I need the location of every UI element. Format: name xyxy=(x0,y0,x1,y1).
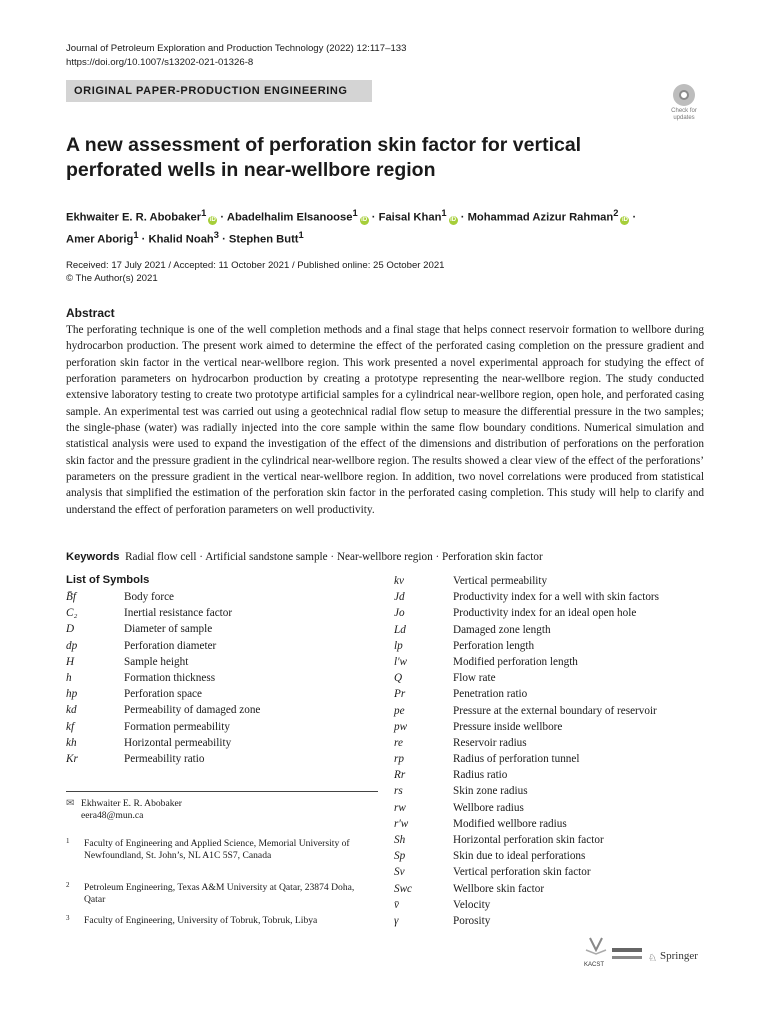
symbol-description: Penetration ratio xyxy=(453,688,528,701)
publisher-logos xyxy=(582,936,704,968)
symbol: Swc xyxy=(394,882,413,895)
symbol: γ xyxy=(394,914,399,927)
symbol-description: Vertical permeability xyxy=(453,575,548,587)
symbol: Kr xyxy=(66,752,78,765)
symbol: Q xyxy=(394,672,403,685)
symbol-description: Diameter of sample xyxy=(124,623,213,636)
symbol: Jd xyxy=(394,591,405,604)
springer-label: Springer xyxy=(660,950,698,962)
author-list: Ekhwaiter E. R. Abobaker$^1$iD · Abadelhalim Elsanoose$^1$iD · Faisal Khan$^1$iD · Mohammad Azizur Rahman$^2$iD · Amer Aborig$^1$ · Khalid Noah$^3$ · Stephen Butt$^1$ xyxy=(66,208,637,246)
symbol-description: Wellbore radius xyxy=(453,801,524,814)
date-history: Received: 17 July 2021 / Accepted: 11 October 2021 / Published online: 25 October 2021 xyxy=(66,260,445,271)
affiliation-text: Faculty of Engineering, University of Tobruk, Tobruk, Libya xyxy=(84,915,318,926)
author-name[interactable]: Amer Aborig xyxy=(66,233,134,246)
symbol: D xyxy=(66,623,75,636)
symbol-description: Permeability of damaged zone xyxy=(124,704,261,717)
author-name[interactable]: Abadelhalim Elsanoose xyxy=(226,211,353,224)
symbol-description: Velocity xyxy=(453,898,491,911)
symbol-description: Perforation length xyxy=(453,639,535,652)
symbol-description: Inertial resistance factor xyxy=(124,607,233,620)
symbol: Sh xyxy=(394,834,406,846)
abstract-heading: Abstract xyxy=(66,306,115,320)
symbol-description: Vertical perforation skin factor xyxy=(453,866,591,879)
symbol: Sp xyxy=(394,850,406,863)
author-name[interactable]: Faisal Khan xyxy=(378,211,442,224)
symbol-description: Damaged zone length xyxy=(453,623,551,636)
symbol-description: Skin due to ideal perforations xyxy=(453,850,586,863)
symbol-description: Productivity index for a well with skin factors xyxy=(453,591,659,604)
symbol-description: Wellbore skin factor xyxy=(453,882,545,895)
orcid-icon[interactable]: iD xyxy=(621,216,628,223)
footnote-divider xyxy=(66,791,378,792)
symbol-description: Radius of perforation tunnel xyxy=(453,753,580,766)
kacst-label: KACST xyxy=(584,962,605,968)
springer-horse-icon: ♘ xyxy=(648,953,657,964)
symbol: pw xyxy=(394,720,408,733)
symbol: B̄f xyxy=(66,591,76,603)
author-affiliation: 1 xyxy=(352,208,358,218)
symbol: rw xyxy=(394,801,406,814)
journal-header xyxy=(66,42,406,70)
symbol-description: Skin zone radius xyxy=(453,785,528,798)
symbol-description: Modified wellbore radius xyxy=(453,817,567,830)
symbol-description: Formation permeability xyxy=(124,720,230,733)
symbol: Rr xyxy=(394,769,406,782)
section-tag: ORIGINAL PAPER-PRODUCTION ENGINEERING xyxy=(66,80,372,102)
symbol: hp xyxy=(66,688,78,701)
affiliation-text: Petroleum Engineering, Texas A&M University at Qatar, 23874 Doha, Qatar xyxy=(84,882,355,905)
symbol-description: Productivity index for an ideal open hole xyxy=(453,607,637,620)
author-affiliation: 3 xyxy=(213,229,219,240)
affiliation-number: 3 xyxy=(66,914,70,922)
symbol: kv xyxy=(394,575,404,587)
symbol: rp xyxy=(394,753,404,766)
corresponding-email[interactable]: eera48@mun.ca xyxy=(81,810,144,821)
author-affiliation: 1 xyxy=(441,208,447,218)
symbol: kd xyxy=(66,704,77,717)
symbol: H xyxy=(66,655,75,668)
symbol-description: Sample height xyxy=(124,655,189,668)
author-affiliation: 1 xyxy=(201,208,207,218)
author-affiliation: 1 xyxy=(133,229,139,240)
author-name[interactable]: Ekhwaiter E. R. Abobaker xyxy=(66,211,202,224)
keywords-text: Radial flow cell · Artificial sandstone sample · Near-wellbore region · Perforation skin factor xyxy=(125,551,543,563)
doi-link[interactable]: https://doi.org/10.1007/s13202-021-01326-8 xyxy=(66,57,254,68)
journal-citation: Journal of Petroleum Exploration and Production Technology (2022) 12:117–133 xyxy=(66,43,407,54)
corresponding-name: Ekhwaiter E. R. Abobaker xyxy=(81,798,182,809)
symbol: re xyxy=(394,736,403,749)
orcid-icon[interactable]: iD xyxy=(450,216,457,223)
symbol: kh xyxy=(66,736,77,749)
symbols-heading: List of Symbols xyxy=(66,574,150,586)
keywords-label: Keywords xyxy=(66,551,120,563)
crossmark-line2: updates xyxy=(673,114,695,121)
crossmark-line1: Check for xyxy=(671,108,697,114)
symbol-description: Porosity xyxy=(453,914,491,927)
symbol: Sv xyxy=(394,866,405,879)
symbol: Ld xyxy=(394,623,406,636)
symbol: v̄ xyxy=(394,898,399,911)
symbol: kf xyxy=(66,720,75,733)
symbol: Jo xyxy=(394,607,405,620)
affiliation-number: 1 xyxy=(66,837,70,845)
symbol-description: Radius ratio xyxy=(453,769,508,782)
symbol: C₂ xyxy=(66,607,78,620)
crossmark-icon xyxy=(673,84,695,106)
symbol: Pr xyxy=(394,688,406,701)
author-name[interactable]: Mohammad Azizur Rahman xyxy=(467,211,614,224)
symbol-description: Horizontal permeability xyxy=(124,736,232,749)
affiliation-number: 2 xyxy=(66,881,70,889)
symbol-description: Body force xyxy=(124,591,175,603)
orcid-icon[interactable]: iD xyxy=(209,216,216,223)
symbol: lp xyxy=(394,639,403,652)
orcid-icon[interactable]: iD xyxy=(361,216,368,223)
symbol-description: Pressure inside wellbore xyxy=(453,720,563,733)
corresponding-author xyxy=(66,798,182,822)
symbol-description: Formation thickness xyxy=(124,671,216,684)
author-affiliation: 2 xyxy=(613,208,619,218)
symbol: rs xyxy=(394,785,403,798)
keywords xyxy=(66,549,543,565)
check-for-updates-badge[interactable] xyxy=(664,84,704,124)
copyright: © The Author(s) 2021 xyxy=(66,273,158,284)
symbol: pe xyxy=(394,704,405,717)
symbol-description: Reservoir radius xyxy=(453,736,527,749)
paper-title: A new assessment of perforation skin factor for vertical perforated wells in near-wellbore region xyxy=(66,134,582,181)
abstract-text: The perforating technique is one of the well completion methods and a final stage that helps connect reservoir formation to wellbore during hydrocarbon production. The present work aimed to determine the effect of the perforated casing completion on the pressure gradient and perforation skin factor in the vertical near-wellbore region. This work presented a novel experimental approach for studying the effect of perforation parameters on hydrocarbon production by creating a prototype representing the near-wellbore region. The study conducted extensive laboratory testing to create two prototype artificial samples for a cylindrical near-wellbore region, open hole, and perforated casing sample. An experimental test was carried out using a geotechnical radial flow setup to measure the differential pressure in the two samples; the single-phase (water) was radially injected into the core sample within the same flow boundary conditions. Numerical simulation and statistical analysis were used to expand the investigation of the effect of the dimensions and distribution of perforations on the perforation skin factor and the pressure gradient in the cylindrical near-wellbore region. The results showed a clear view of the effect of the perforations’ parameters on the pressure gradient in the vertical near-wellbore region. In addition, two novel correlations were produced from statistical analysis that simplified the estimation of the perforation skin factor in the perforated casing completion. This study will help to clarify and understand the effect of perforation parameters on well productivity. xyxy=(66,324,704,516)
kacst-logo-icon xyxy=(582,936,644,968)
author-affiliation: 1 xyxy=(298,229,304,240)
author-name[interactable]: Stephen Butt xyxy=(228,233,299,246)
symbol-description: Perforation space xyxy=(124,688,202,701)
affiliation-text: Faculty of Engineering and Applied Science, Memorial University of Newfoundland, St. John’s, NL A1C 5S7, Canada xyxy=(84,838,350,861)
symbol-description: Perforation diameter xyxy=(124,639,217,652)
symbol: l′w xyxy=(394,655,408,668)
symbol: dp xyxy=(66,639,78,652)
publication-dates xyxy=(66,259,445,285)
author-name[interactable]: Khalid Noah xyxy=(148,233,214,246)
symbol: r′w xyxy=(394,817,409,830)
symbol-description: Horizontal perforation skin factor xyxy=(453,834,604,846)
symbol: h xyxy=(66,671,72,684)
symbol-description: Pressure at the external boundary of reservoir xyxy=(453,704,657,717)
symbol-description: Modified perforation length xyxy=(453,655,578,668)
envelope-icon: ✉ xyxy=(66,798,75,809)
symbol-description: Permeability ratio xyxy=(124,752,205,765)
symbol-description: Flow rate xyxy=(453,672,496,685)
